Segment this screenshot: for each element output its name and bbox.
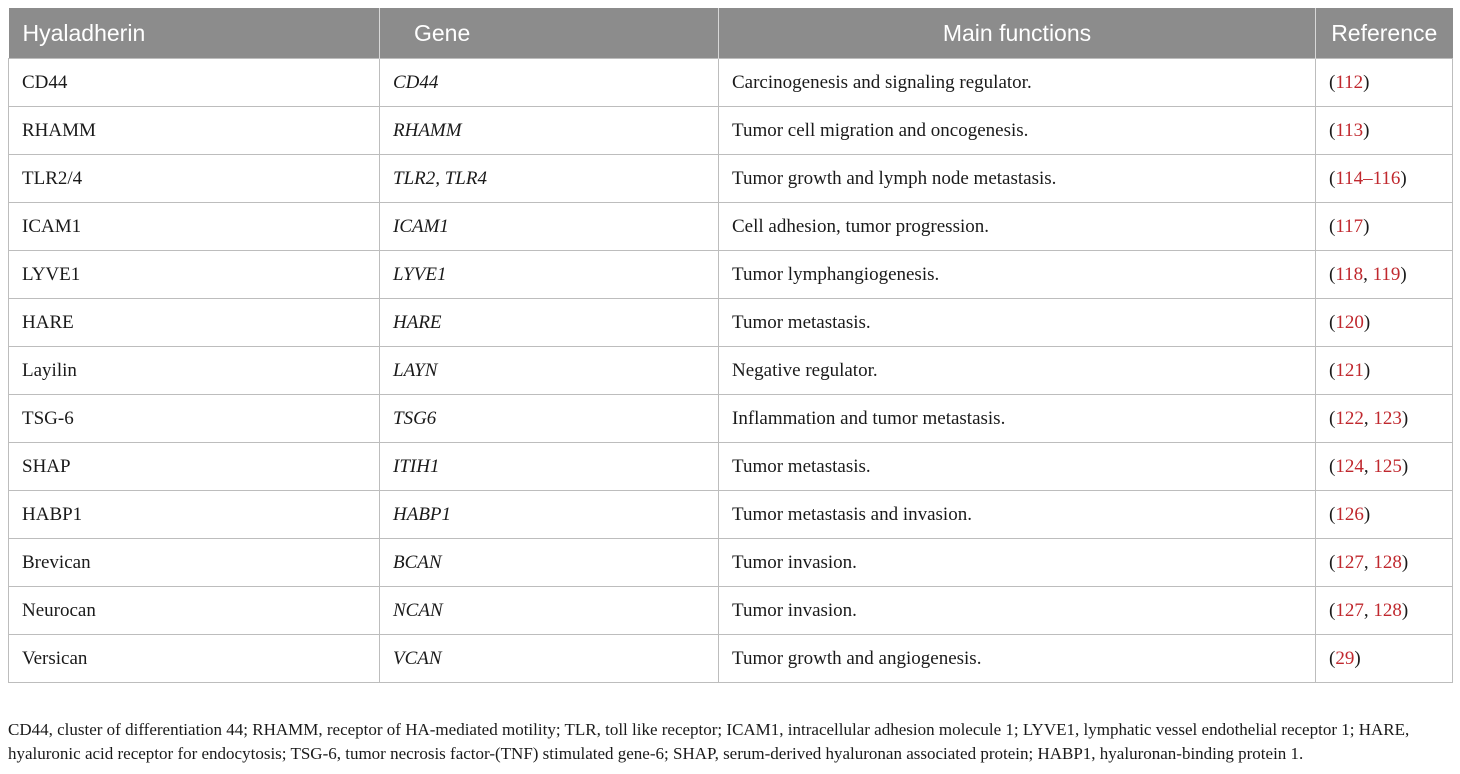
reference-link[interactable]: 127 (1335, 599, 1364, 621)
cell-hyaladherin: CD44 (9, 59, 380, 107)
reference-link[interactable]: 125 (1373, 455, 1402, 477)
cell-function: Tumor lymphangiogenesis. (719, 251, 1316, 299)
header-reference: Reference (1316, 8, 1453, 59)
cell-function: Tumor metastasis. (719, 443, 1316, 491)
table-row (9, 251, 1453, 299)
cell-hyaladherin: ICAM1 (9, 203, 380, 251)
cell-gene: LYVE1 (380, 251, 719, 299)
reference-link[interactable]: 127 (1335, 551, 1364, 573)
cell-function: Tumor cell migration and oncogenesis. (719, 107, 1316, 155)
table-row (9, 347, 1453, 395)
table-row (9, 443, 1453, 491)
table-row (9, 491, 1453, 539)
cell-reference: (114–116) (1316, 155, 1453, 203)
cell-reference: (120) (1316, 299, 1453, 347)
reference-link[interactable]: 120 (1335, 311, 1364, 333)
table-row (9, 587, 1453, 635)
table-container (8, 8, 1452, 683)
cell-gene: LAYN (380, 347, 719, 395)
cell-reference: (29) (1316, 635, 1453, 683)
cell-gene: CD44 (380, 59, 719, 107)
cell-function: Carcinogenesis and signaling regulator. (719, 59, 1316, 107)
cell-reference: (127, 128) (1316, 539, 1453, 587)
reference-link[interactable]: 118 (1335, 263, 1364, 285)
reference-link[interactable]: 123 (1373, 407, 1402, 429)
reference-link[interactable]: 117 (1335, 215, 1364, 237)
table-row (9, 299, 1453, 347)
table-body (9, 59, 1453, 683)
table-row (9, 203, 1453, 251)
cell-gene: RHAMM (380, 107, 719, 155)
reference-link[interactable]: 114–116 (1335, 167, 1401, 189)
table-row (9, 539, 1453, 587)
header-row (9, 8, 1453, 59)
reference-link[interactable]: 128 (1373, 599, 1402, 621)
cell-hyaladherin: Versican (9, 635, 380, 683)
table-row (9, 635, 1453, 683)
table-row (9, 107, 1453, 155)
hyaladherin-table (8, 8, 1453, 683)
reference-link[interactable]: 126 (1335, 503, 1364, 525)
header-hyaladherin: Hyaladherin (9, 8, 380, 59)
cell-gene: HARE (380, 299, 719, 347)
cell-function: Inflammation and tumor metastasis. (719, 395, 1316, 443)
cell-reference: (126) (1316, 491, 1453, 539)
cell-function: Tumor invasion. (719, 587, 1316, 635)
cell-reference: (124, 125) (1316, 443, 1453, 491)
table-header (9, 8, 1453, 59)
cell-reference: (121) (1316, 347, 1453, 395)
cell-hyaladherin: TLR2/4 (9, 155, 380, 203)
cell-reference: (117) (1316, 203, 1453, 251)
cell-gene: TLR2, TLR4 (380, 155, 719, 203)
reference-link[interactable]: 124 (1335, 455, 1364, 477)
table-row (9, 59, 1453, 107)
cell-gene: BCAN (380, 539, 719, 587)
cell-function: Tumor metastasis. (719, 299, 1316, 347)
cell-hyaladherin: HABP1 (9, 491, 380, 539)
reference-link[interactable]: 128 (1373, 551, 1402, 573)
cell-reference: (118, 119) (1316, 251, 1453, 299)
cell-hyaladherin: Brevican (9, 539, 380, 587)
cell-gene: ITIH1 (380, 443, 719, 491)
cell-hyaladherin: TSG-6 (9, 395, 380, 443)
table-row (9, 155, 1453, 203)
cell-function: Tumor metastasis and invasion. (719, 491, 1316, 539)
table-row (9, 395, 1453, 443)
cell-function: Tumor growth and angiogenesis. (719, 635, 1316, 683)
cell-hyaladherin: Neurocan (9, 587, 380, 635)
reference-link[interactable]: 121 (1335, 359, 1364, 381)
cell-reference: (112) (1316, 59, 1453, 107)
cell-function: Tumor growth and lymph node metastasis. (719, 155, 1316, 203)
cell-function: Negative regulator. (719, 347, 1316, 395)
reference-link[interactable]: 119 (1372, 263, 1401, 285)
cell-gene: ICAM1 (380, 203, 719, 251)
cell-hyaladherin: LYVE1 (9, 251, 380, 299)
cell-function: Tumor invasion. (719, 539, 1316, 587)
header-main-functions: Main functions (719, 8, 1316, 59)
cell-reference: (127, 128) (1316, 587, 1453, 635)
header-gene: Gene (380, 8, 719, 59)
cell-hyaladherin: HARE (9, 299, 380, 347)
reference-link[interactable]: 29 (1335, 647, 1355, 669)
table-footnote: CD44, cluster of differentiation 44; RHAMM, receptor of HA-mediated motility; TLR, toll like receptor; ICAM1, intracellular adhesion molecule 1; LYVE1, lymphatic vessel endothelial receptor 1; HARE, hyaluronic acid receptor for endocytosis; TSG-6, tumor necrosis factor-(TNF) stimulated gene-6; SHAP, serum-derived hyaluronan associated protein; HABP1, hyaluronan-binding protein 1. (8, 720, 1410, 763)
cell-hyaladherin: SHAP (9, 443, 380, 491)
cell-reference: (113) (1316, 107, 1453, 155)
cell-gene: NCAN (380, 587, 719, 635)
cell-gene: TSG6 (380, 395, 719, 443)
cell-hyaladherin: RHAMM (9, 107, 380, 155)
cell-function: Cell adhesion, tumor progression. (719, 203, 1316, 251)
reference-link[interactable]: 122 (1335, 407, 1364, 429)
cell-reference: (122, 123) (1316, 395, 1453, 443)
reference-link[interactable]: 113 (1335, 119, 1364, 141)
reference-link[interactable]: 112 (1335, 71, 1364, 93)
cell-gene: HABP1 (380, 491, 719, 539)
cell-hyaladherin: Layilin (9, 347, 380, 395)
cell-gene: VCAN (380, 635, 719, 683)
